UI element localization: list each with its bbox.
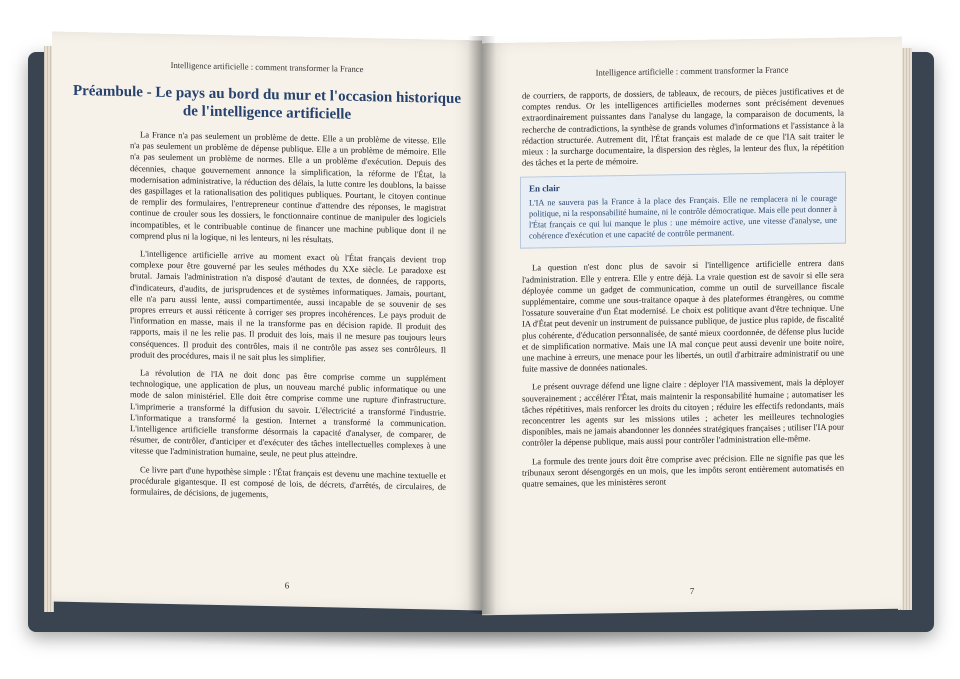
right-page-body-bottom — [482, 257, 902, 490]
callout-text: L'IA ne sauvera pas la France à la place des Français. Elle ne remplacera ni le courage politique, ni la responsabilité humaine, ni le contrôle démocratique. Mais elle peut donner à l'État français ce qui lui manque le plus : une mémoire active, une vitesse d'analyse, une cohérence d'exécution et une capacité de contrôle permanent. — [529, 194, 837, 241]
left-page — [52, 31, 482, 610]
chapter-title: Préambule - Le pays au bord du mur et l'occasion historique de l'intelligence artificielle — [72, 82, 462, 123]
page-number-left: 6 — [284, 580, 290, 591]
running-header-left: Intelligence artificielle : comment transformer la France — [170, 59, 364, 75]
paragraph: L'intelligence artificielle arrive au moment exact où l'État français devient trop complexe pour être gouverné par les seules méthodes du XXe siècle. Le paradoxe est brutal. Jamais l'administration n'a disposé d'autant de textes, de données, de rapports, d'indicateurs, d'audits, de jurisprudences et de systèmes informatiques. Jamais, pourtant, elle n'a paru aussi lente, aussi compartimentée, aussi incapable de se souvenir de ses propres erreurs et aussi réticente à corriger ses propres incohérences. Le pays produit de l'information en masse, mais il ne la transforme pas en décision rapide. Il produit des rapports, mais il ne les relie pas. Il produit des lois, mais il ne mesure pas toujours leurs conséquences. Il produit des contrôles, mais il ne contrôle pas assez ses contrôleurs. Il produit des procédures, mais il ne sait plus les simplifier. — [130, 248, 446, 364]
paragraph: de courriers, de rapports, de dossiers, de tableaux, de recours, de pièces justificatives et de comptes rendus. Or les intelligences artificielles modernes sont précisément devenues extraordinairement puissantes dans l'analyse du langage, la comparaison de documents, la recherche de contradictions, la synthèse de grands volumes d'informations et l'assistance à la rédaction structurée. Autrement dit, l'État français est malade de ce que l'IA sait traiter le mieux : la surcharge documentaire, la dispersion des règles, la lenteur des flux, la répétition des tâches et la perte de mémoire. — [522, 85, 844, 168]
paragraph: La formule des trente jours doit être comprise avec précision. Elle ne signifie pas que les tribunaux seront désengorgés en un mois, que les impôts seront entièrement automatisés en quatre semaines, que les ministères seront — [522, 451, 844, 489]
page-number-right: 7 — [689, 585, 695, 597]
right-page — [482, 37, 902, 616]
left-page-body — [52, 127, 482, 504]
right-page-body-top — [482, 85, 902, 170]
book-gutter — [468, 36, 496, 614]
paragraph: La question n'est donc plus de savoir si l'intelligence artificielle entrera dans l'administration. Elle y entrera. Elle y entre déjà. La vraie question est de savoir si elle sera déployée comme un gadget de communication, comme un outil de surveillance fiscale supplémentaire, comme une sous-traitance opaque à des plateformes étrangères, ou comme l'ossature souveraine d'un État modernisé. Le choix est politique avant d'être technique. Une IA d'État peut devenir un instrument de puissance publique, de justice plus rapide, de fiscalité plus cohérente, d'éducation personnalisée, de santé mieux coordonnée, de défense plus lucide et de simplification normative. Mais une IA mal conçue peut aussi devenir une boite noire, une machine à erreurs, une menace pour les libertés, un outil d'arbitraire administratif ou une fuite massive de données nationales. — [522, 258, 844, 374]
callout-box — [520, 172, 846, 249]
paragraph: Le présent ouvrage défend une ligne claire : déployer l'IA massivement, mais la déployer souverainement ; accélérer l'État, mais maintenir la responsabilité humaine ; automatiser les tâches répétitives, mais renforcer les droits du citoyen ; réduire les effectifs redondants, mais reconcentrer les agents sur les missions utiles ; acheter les meilleures technologies disponibles, mais ne jamais abandonner les données stratégiques françaises ; utiliser l'IA pour contrôler la dépense publique, mais aussi pour contrôler l'administration elle-même. — [522, 377, 844, 449]
paragraph: La révolution de l'IA ne doit donc pas être comprise comme un supplément technologique, une application de plus, un nouveau marché public informatique ou une mode de salon ministériel. Elle doit être comprise comme une rupture d'infrastructure. L'imprimerie a transformé la diffusion du savoir. L'électricité a transformé l'industrie. L'informatique a transformé la gestion. Internet a transformé la communication. L'intelligence artificielle transforme désormais la capacité d'analyser, de comparer, de résumer, de contrôler, d'anticiper et d'exécuter des tâches intellectuelles complexes à une vitesse que l'administration humaine, seule, ne peut plus atteindre. — [130, 367, 446, 461]
callout-title: En clair — [529, 183, 560, 194]
running-header-right: Intelligence artificielle : comment transformer la France — [595, 64, 789, 78]
paragraph: La France n'a pas seulement un problème de dette. Elle a un problème de vitesse. Elle n'a pas seulement un problème de dépense publique. Elle a un problème de mémoire. Elle n'a pas seulement un problème de normes. Elle a un problème d'exécution. Depuis des décennies, chaque gouvernement annonce la simplification, la réforme de l'État, la modernisation administrative, la réduction des délais, la lutte contre les doublons, la baisse des gaspillages et la rationalisation des politiques publiques. Pourtant, le citoyen continue de remplir des formulaires, l'entrepreneur continue d'attendre des réponses, le magistrat continue de crouler sous les dossiers, le fonctionnaire continue de manipuler des logiciels incompatibles, et le contribuable continue de financer une machine publique dont il ne comprend plus ni la logique, ni les lenteurs, ni les résultats. — [130, 129, 446, 245]
paragraph: Ce livre part d'une hypothèse simple : l'État français est devenu une machine textuelle et procédurale gigantesque. Il est composé de lois, de décrets, d'arrêtés, de circulaires, de formulaires, de décisions, de jugements, — [130, 464, 446, 500]
